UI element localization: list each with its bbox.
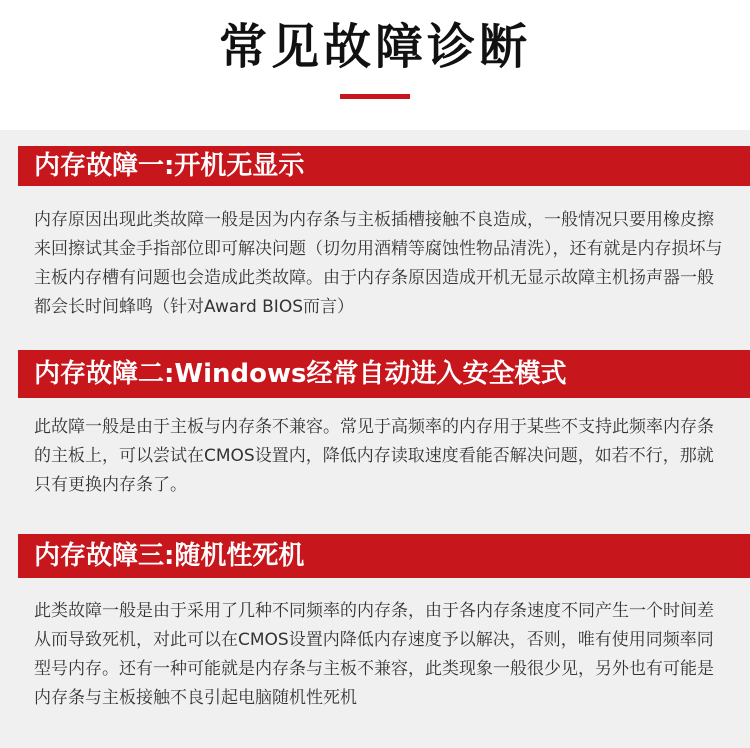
section-body-1: 内存原因出现此类故障一般是因为内存条与主板插槽接触不良造成，一般情况只要用橡皮擦来回擦试其金手指部位即可解决问题（切勿用酒精等腐蚀性物品清洗），还有就是内存损坏与主板内存槽有问题也会造成此类故障。由于内存条原因造成开机无显示故障主机扬声器一般都会长时间蜂鸣（针对Award BIOS而言） bbox=[34, 210, 723, 317]
section-body-3: 此类故障一般是由于采用了几种不同频率的内存条，由于各内存条速度不同产生一个时间差从而导致死机，对此可以在CMOS设置内降低内存速度予以解决，否则，唯有使用同频率同型号内存。还有一种可能就是内存条与主板不兼容，此类现象一般很少见，另外也有可能是内存条与主板接触不良引起电脑随机性死机 bbox=[34, 601, 714, 708]
section-heading-1: 内存故障一:开机无显示 bbox=[18, 146, 750, 186]
section-body-2: 此故障一般是由于主板与内存条不兼容。常见于高频率的内存用于某些不支持此频率内存条的主板上，可以尝试在CMOS设置内，降低内存读取速度看能否解决问题，如若不行，那就只有更换内存条了。 bbox=[34, 417, 714, 495]
page-title: 常见故障诊断 bbox=[218, 19, 531, 75]
section-heading-3: 内存故障三:随机性死机 bbox=[18, 534, 750, 578]
page-header bbox=[0, 0, 750, 130]
section-heading-2: 内存故障二:Windows经常自动进入安全模式 bbox=[18, 350, 750, 398]
title-underline bbox=[340, 94, 410, 99]
